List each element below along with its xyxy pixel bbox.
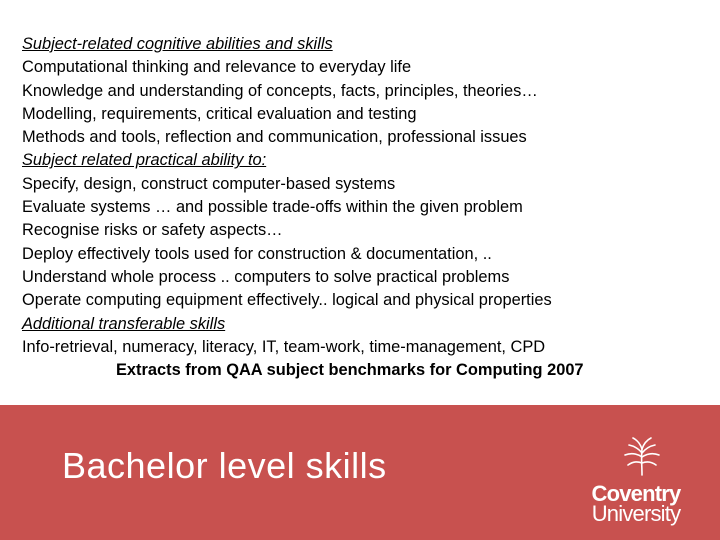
logo-word-university: University: [591, 501, 681, 526]
university-logo: [583, 435, 689, 525]
list-item: Computational thinking and relevance to everyday life: [22, 58, 412, 77]
list-item: Evaluate systems … and possible trade-offs within the given problem: [22, 198, 523, 217]
section-heading-transferable: Additional transferable skills: [22, 314, 226, 333]
section-heading-practical: Subject related practical ability to:: [22, 151, 267, 170]
logo-word-coventry: Coventry: [591, 481, 681, 506]
list-item: Recognise risks or safety aspects…: [22, 221, 283, 240]
title-banner: [0, 405, 720, 540]
slide-body: [22, 33, 712, 382]
list-item: Understand whole process .. computers to solve practical problems: [22, 267, 510, 286]
list-item: Methods and tools, reflection and communication, professional issues: [22, 128, 527, 147]
list-item: Operate computing equipment effectively.. logical and physical properties: [22, 291, 552, 310]
phoenix-logo-icon: [621, 435, 663, 477]
list-item: Info-retrieval, numeracy, literacy, IT, team-work, time-management, CPD: [22, 337, 546, 356]
list-item: Modelling, requirements, critical evaluation and testing: [22, 104, 417, 123]
source-note: Extracts from QAA subject benchmarks for Computing 2007: [116, 361, 584, 380]
list-item: Knowledge and understanding of concepts, facts, principles, theories…: [22, 81, 538, 100]
list-item: Specify, design, construct computer-based systems: [22, 174, 396, 193]
slide-title: Bachelor level skills: [62, 445, 387, 486]
section-heading-cognitive: Subject-related cognitive abilities and skills: [22, 35, 333, 53]
list-item: Deploy effectively tools used for construction & documentation, ..: [22, 244, 492, 263]
